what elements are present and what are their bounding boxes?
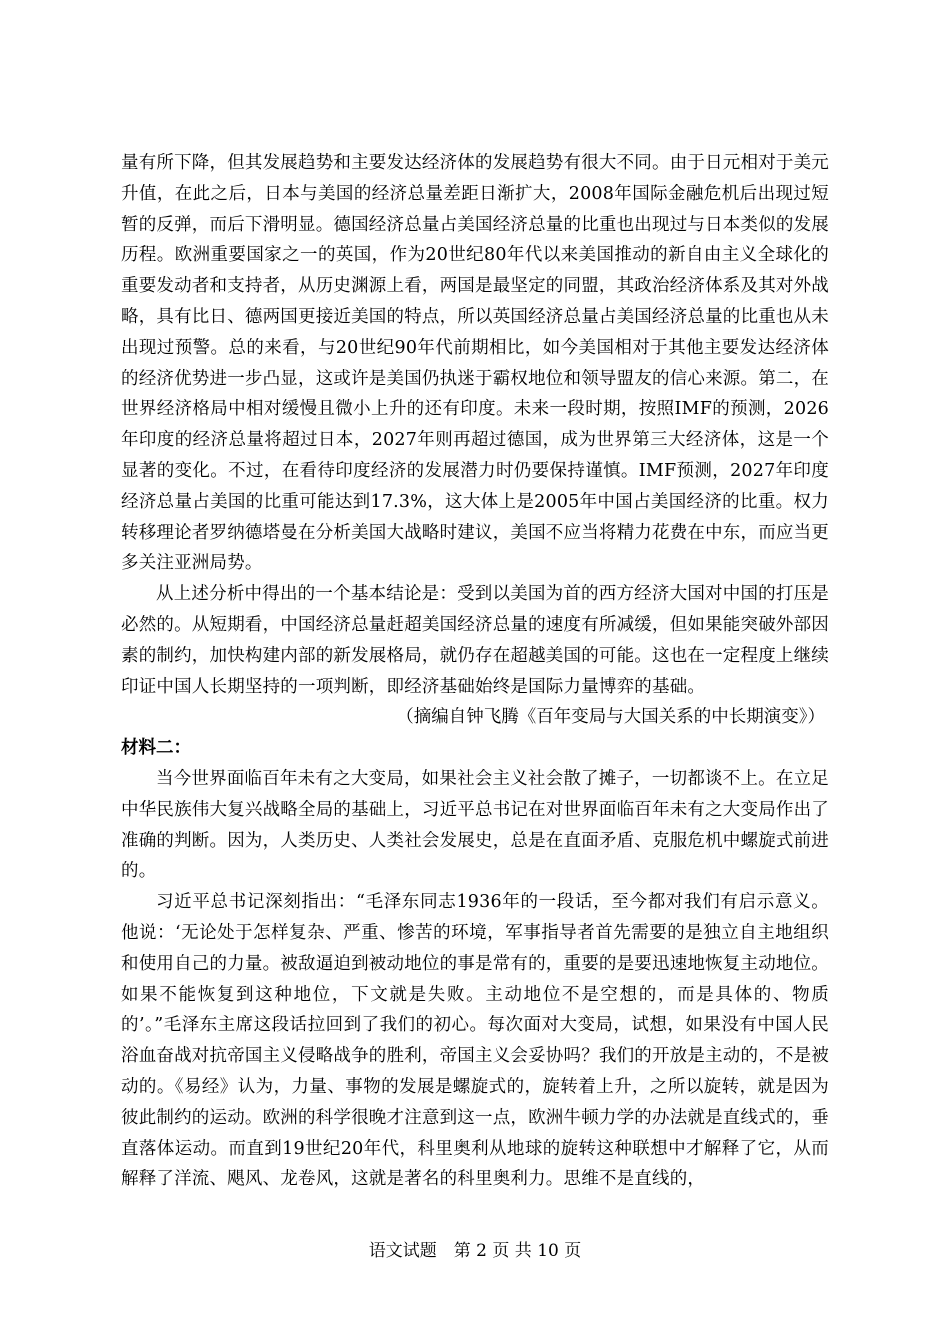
- source-citation: （摘编自钟飞腾《百年变局与大国关系的中长期演变》）: [396, 707, 825, 728]
- paragraph-conclusion: 从上述分析中得出的一个基本结论是：受到以美国为首的西方经济大国对中国的打压是必然的。从短期看，中国经济总量赶超美国经济总量的速度有所减缓，但如果能突破外部因素的制约，加快构建内部的新发展格局，就仍存在超越美国的可能。这也在一定程度上继续印证中国人长期坚持的一项判断，即经济基础始终是国际力量博弈的基础。: [121, 584, 829, 697]
- paragraph-material-two-1: 当今世界面临百年未有之大变局，如果社会主义社会散了摊子，一切都谈不上。在立足中华民族伟大复兴战略全局的基础上，习近平总书记在对世界面临百年未有之大变局作出了准确的判断。因为，人类历史、人类社会发展史，总是在直面矛盾、克服危机中螺旋式前进的。: [121, 768, 829, 882]
- section-heading-material-two: 材料二：: [121, 738, 191, 759]
- page-footer: 语文试题 第 2 页 共 10 页: [368, 1241, 582, 1261]
- page-content: [121, 148, 829, 1195]
- paragraph-continued: 量有所下降，但其发展趋势和主要发达经济体的发展趋势有很大不同。由于日元相对于美元升值，在此之后，日本与美国的经济总量差距日渐扩大，2008年国际金融危机后出现过短暂的反弹，而后下滑明显。德国经济总量占美国经济总量的比重也出现过与日本类似的发展历程。欧洲重要国家之一的英国，作为20世纪80年代以来美国推动的新自由主义全球化的重要发动者和支持者，从历史渊源上看，两国是最坚定的同盟，其政治经济体系及其对外战略，具有比日、德两国更接近美国的特点，所以英国经济总量占美国经济总量的比重也从未出现过预警。总的来看，与20世纪90年代前期相比，如今美国相对于其他主要发达经济体的经济优势进一步凸显，这或许是美国仍执迷于霸权地位和领导盟友的信心来源。第二，在世界经济格局中相对缓慢且微小上升的还有印度。未来一段时期，按照IMF的预测，2026年印度的经济总量将超过日本，2027年则再超过德国，成为世界第三大经济体，这是一个显著的变化。不过，在看待印度经济的发展潜力时仍要保持谨慎。IMF预测，2027年印度经济总量占美国的比重可能达到17.3%，这大体上是2005年中国占美国经济的比重。权力转移理论者罗纳德塔曼在分析美国大战略时建议，美国不应当将精力花费在中东，而应当更多关注亚洲局势。: [121, 153, 829, 574]
- paragraph-material-two-2: 习近平总书记深刻指出：“毛泽东同志1936年的一段话，至今都对我们有启示意义。他说：‘无论处于怎样复杂、严重、惨苦的环境，军事指导者首先需要的是独立自主地组织和使用自己的力量。被敌逼迫到被动地位的事是常有的，重要的是要迅速地恢复主动地位。如果不能恢复到这种地位，下文就是失败。主动地位不是空想的，而是具体的、物质的’。”毛泽东主席这段话拉回到了我们的初心。每次面对大变局，试想，如果没有中国人民浴血奋战对抗帝国主义侵略战争的胜利，帝国主义会妥协吗？我们的开放是主动的，不是被动的。《易经》认为，力量、事物的发展是螺旋式的，旋转着上升，之所以旋转，就是因为彼此制约的运动。欧洲的科学很晚才注意到这一点，欧洲牛顿力学的办法就是直线式的，垂直落体运动。而直到19世纪20年代，科里奥利从地球的旋转这种联想中才解释了它，从而解释了洋流、飓风、龙卷风，这就是著名的科里奥利力。思维不是直线的，: [121, 892, 829, 1190]
